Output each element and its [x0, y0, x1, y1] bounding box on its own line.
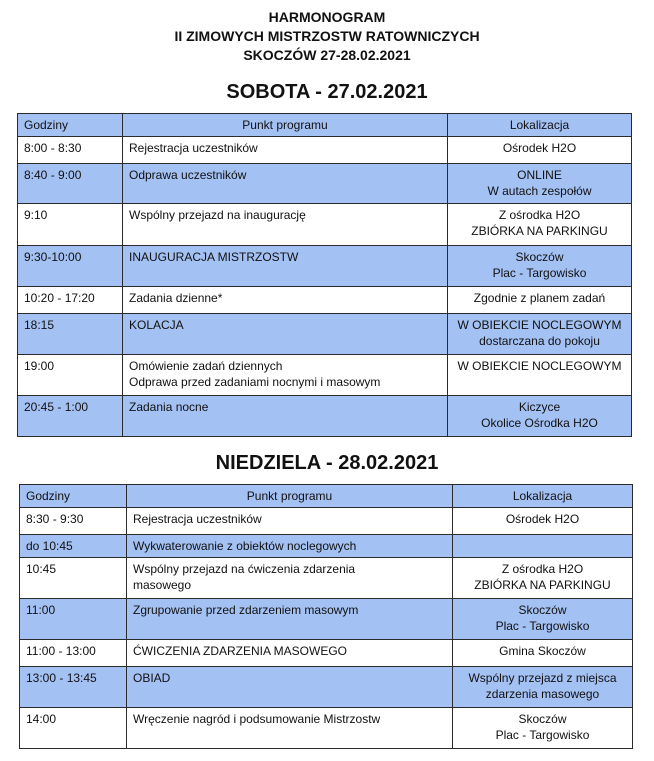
location-line: Gmina Skoczów — [499, 644, 586, 658]
program-line: Rejestracja uczestników — [133, 512, 262, 526]
location-line: W autach zespołów — [487, 184, 592, 198]
table-row — [18, 314, 632, 355]
location-cell — [453, 640, 633, 667]
time-cell: 10:45 — [20, 558, 127, 599]
location-line: W OBIEKCIE NOCLEGOWYM — [457, 318, 622, 332]
location-cell — [453, 558, 633, 599]
program-line: Wspólny przejazd na inaugurację — [129, 208, 306, 222]
location-line: Plac - Targowisko — [495, 619, 590, 633]
table-row — [20, 640, 633, 667]
table-row — [18, 204, 632, 246]
program-line: Omówienie zadań dziennych — [129, 359, 283, 373]
location-line: Ośrodek H2O — [505, 512, 580, 526]
column-header: Godziny — [20, 485, 127, 508]
table-row — [18, 355, 632, 396]
time-cell: 20:45 - 1:00 — [18, 396, 123, 437]
location-cell — [448, 396, 632, 437]
location-line: Skoczów — [515, 250, 564, 264]
location-cell — [448, 204, 632, 246]
location-cell — [453, 508, 633, 535]
program-cell — [127, 667, 453, 708]
table-row — [18, 287, 632, 314]
location-line: Zgodnie z planem zadań — [473, 291, 606, 305]
program-line: Zadania dzienne* — [129, 291, 223, 305]
location-line: W OBIEKCIE NOCLEGOWYM — [457, 359, 622, 373]
location-cell — [453, 535, 633, 558]
time-cell: do 10:45 — [20, 535, 127, 558]
time-cell: 8:40 - 9:00 — [18, 164, 123, 204]
program-cell — [123, 164, 448, 204]
column-header: Lokalizacja — [453, 485, 633, 508]
location-cell — [453, 708, 633, 749]
saturday-schedule-table — [17, 113, 632, 437]
program-cell — [127, 599, 453, 640]
location-line: Okolice Ośrodka H2O — [481, 416, 598, 430]
program-cell — [127, 708, 453, 749]
location-cell — [453, 599, 633, 640]
program-cell — [127, 558, 453, 599]
program-cell — [127, 640, 453, 667]
time-cell: 19:00 — [18, 355, 123, 396]
program-cell — [127, 535, 453, 558]
program-cell — [123, 396, 448, 437]
location-line: Z ośrodka H2O — [501, 562, 584, 576]
location-line: ZBIÓRKA NA PARKINGU — [474, 578, 611, 592]
location-line: Ośrodek H2O — [502, 141, 577, 155]
table-row — [20, 599, 633, 640]
header-title: HARMONOGRAM — [268, 9, 386, 25]
program-cell — [127, 508, 453, 535]
table-header-row — [18, 114, 632, 137]
location-cell — [448, 246, 632, 287]
location-cell — [448, 137, 632, 164]
sunday-schedule-table — [19, 484, 633, 749]
program-line: Odprawa przed zadaniami nocnymi i masowym — [129, 375, 381, 389]
program-cell — [123, 355, 448, 396]
time-cell: 8:30 - 9:30 — [20, 508, 127, 535]
program-line: Wręczenie nagród i podsumowanie Mistrzostw — [133, 712, 381, 726]
location-line: Wspólny przejazd z miejsca — [468, 671, 617, 685]
program-line: Rejestracja uczestników — [129, 141, 258, 155]
time-cell: 11:00 - 13:00 — [20, 640, 127, 667]
document-header — [0, 8, 654, 65]
program-line: Odprawa uczestników — [129, 168, 247, 182]
program-line: INAUGURACJA MISTRZOSTW — [129, 250, 299, 264]
column-header: Punkt programu — [127, 485, 453, 508]
location-line: Z ośrodka H2O — [498, 208, 581, 222]
location-line: Plac - Targowisko — [492, 266, 587, 280]
table-row — [18, 246, 632, 287]
header-subtitle: II ZIMOWYCH MISTRZOSTW RATOWNICZYCH — [174, 28, 480, 44]
program-cell — [123, 314, 448, 355]
table-header-row — [20, 485, 633, 508]
location-line: Skoczów — [518, 603, 567, 617]
column-header: Godziny — [18, 114, 123, 137]
location-cell — [448, 355, 632, 396]
program-cell — [123, 204, 448, 246]
location-line: zdarzenia masowego — [485, 687, 600, 701]
program-line: Wspólny przejazd na ćwiczenia zdarzenia — [133, 562, 356, 576]
header-place-date: SKOCZÓW 27-28.02.2021 — [243, 47, 411, 63]
time-cell: 9:10 — [18, 204, 123, 246]
sunday-title: NIEDZIELA - 28.02.2021 — [215, 452, 439, 474]
program-cell — [123, 246, 448, 287]
location-line: Kiczyce — [518, 400, 561, 414]
column-header: Lokalizacja — [448, 114, 632, 137]
table-row — [20, 667, 633, 708]
time-cell: 14:00 — [20, 708, 127, 749]
location-line: ZBIÓRKA NA PARKINGU — [471, 224, 608, 238]
location-line: Plac - Targowisko — [495, 728, 590, 742]
program-line: Zgrupowanie przed zdarzeniem masowym — [133, 603, 359, 617]
time-cell: 18:15 — [18, 314, 123, 355]
column-header: Punkt programu — [123, 114, 448, 137]
time-cell: 11:00 — [20, 599, 127, 640]
saturday-title: SOBOTA - 27.02.2021 — [226, 81, 428, 103]
time-cell: 13:00 - 13:45 — [20, 667, 127, 708]
program-line: OBIAD — [133, 671, 171, 685]
table-row — [20, 508, 633, 535]
time-cell: 8:00 - 8:30 — [18, 137, 123, 164]
table-row — [20, 558, 633, 599]
table-row — [18, 164, 632, 204]
program-line: KOLACJA — [129, 318, 184, 332]
table-row — [18, 396, 632, 437]
program-line: ĆWICZENIA ZDARZENIA MASOWEGO — [133, 644, 348, 658]
table-row — [18, 137, 632, 164]
location-cell — [448, 164, 632, 204]
program-cell — [123, 137, 448, 164]
program-line: masowego — [133, 578, 192, 592]
program-cell — [123, 287, 448, 314]
program-line: Zadania nocne — [129, 400, 209, 414]
table-row — [20, 535, 633, 558]
table-row — [20, 708, 633, 749]
time-cell: 9:30-10:00 — [18, 246, 123, 287]
program-line: Wykwaterowanie z obiektów noclegowych — [133, 539, 357, 553]
location-line: dostarczana do pokoju — [479, 334, 600, 348]
time-cell: 10:20 - 17:20 — [18, 287, 123, 314]
location-cell — [448, 314, 632, 355]
location-line: Skoczów — [518, 712, 567, 726]
location-line: ONLINE — [517, 168, 562, 182]
location-cell — [453, 667, 633, 708]
location-cell — [448, 287, 632, 314]
